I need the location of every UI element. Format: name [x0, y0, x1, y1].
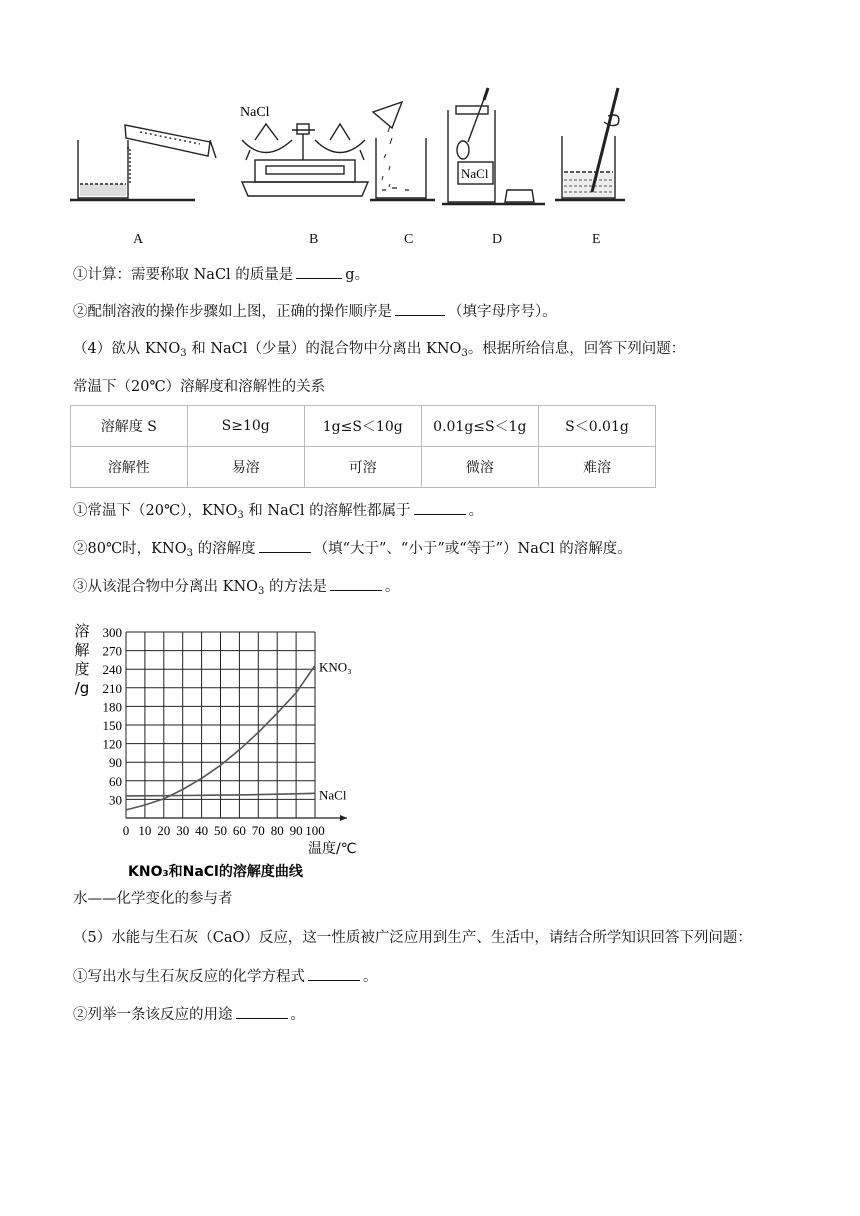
answer-blank[interactable]	[330, 576, 382, 591]
y-tick-label: 150	[102, 718, 122, 733]
q5-sub2: ②列举一条该反应的用途 。	[73, 1004, 305, 1025]
q5-intro: （5）水能与生石灰（CaO）反应，这一性质被广泛应用到生产、生活中，请结合所学知识回答下列问题：	[73, 930, 752, 946]
x-tick-label: 40	[195, 823, 209, 838]
x-tick-label: 90	[289, 823, 303, 838]
q4-sub3: ③从该混合物中分离出 $KNO_3$ 的方法是 。	[73, 576, 400, 602]
label-b: B	[309, 232, 319, 247]
answer-blank[interactable]	[308, 966, 360, 981]
table-cell: 0.01g≤S＜1g	[421, 406, 538, 447]
table-row	[71, 447, 656, 488]
y-tick-label: 300	[102, 625, 122, 640]
table-cell: 可溶	[304, 447, 421, 488]
x-tick-label: 0	[122, 823, 130, 838]
chart-title: KNO₃和NaCl的溶解度曲线	[128, 864, 303, 880]
answer-blank[interactable]	[414, 500, 466, 515]
x-tick-label: 10	[138, 823, 152, 838]
q4-sub1: ①常温下（20℃），$KNO_3$ 和 NaCl 的溶解性都属于 。	[73, 500, 483, 526]
x-tick-label: 30	[176, 823, 190, 838]
section-heading: 水——化学变化的参与者	[73, 891, 233, 907]
figure-e-stirring	[555, 88, 625, 200]
figure-c-adding-solid	[370, 102, 435, 200]
y-tick-label: 210	[102, 680, 122, 696]
y-axis-label-char: 度	[74, 660, 90, 678]
label-d: D	[492, 232, 503, 247]
q5-sub1: ①写出水与生石灰反应的化学方程式 。	[73, 966, 378, 987]
table-cell: 易溶	[187, 447, 304, 488]
q4-intro: （4）欲从 $KNO_3$ 和 NaCl（少量）的混合物中分离出 $KNO_3$。根据所给信息，回答下列问题：	[73, 341, 686, 359]
table-row	[71, 406, 656, 447]
y-axis-label-char: /g	[74, 679, 90, 697]
x-tick-label: 100	[305, 823, 325, 838]
nacl-label-b: NaCl	[240, 105, 270, 120]
nacl-label-d: NaCl	[461, 166, 489, 181]
answer-blank[interactable]	[259, 538, 311, 553]
x-tick-label: 20	[157, 823, 171, 838]
y-tick-label: 240	[102, 662, 122, 678]
y-tick-label: 270	[102, 643, 122, 659]
table-cell: 1g≤S＜10g	[304, 406, 421, 447]
x-tick-label: 50	[214, 823, 227, 838]
table-title: 常温下（20℃）溶解度和溶解性的关系	[73, 379, 326, 395]
label-a: A	[133, 232, 144, 247]
x-tick-label: 70	[251, 823, 265, 838]
y-tick-label: 180	[102, 699, 122, 715]
q3-step1: ①计算：需要称取 NaCl 的质量是 g。	[73, 264, 369, 285]
y-tick-label: 60	[109, 773, 122, 789]
answer-blank[interactable]	[236, 1004, 288, 1019]
q3-step2: ②配制溶液的操作步骤如上图，正确的操作顺序是 （填字母序号）。	[73, 301, 557, 322]
label-e: E	[592, 232, 601, 247]
label-c: C	[404, 232, 414, 247]
answer-blank[interactable]	[395, 301, 445, 316]
figure-b-weighing-balance	[242, 124, 368, 196]
table-cell: 难溶	[538, 447, 655, 488]
answer-blank[interactable]	[296, 264, 342, 279]
y-axis-label-char: 溶	[74, 622, 90, 640]
chart-series	[126, 659, 352, 809]
y-axis-label	[74, 622, 89, 697]
figure-d-reagent-bottle	[442, 88, 545, 204]
table-cell: S≥10g	[187, 406, 304, 447]
solubility-table	[70, 405, 656, 488]
table-cell: 溶解性	[71, 447, 188, 488]
y-tick-label: 90	[109, 755, 122, 771]
table-cell: 溶解度 S	[71, 406, 188, 447]
y-tick-labels	[103, 625, 123, 807]
y-axis-label-char: 解	[74, 641, 90, 659]
figure-a-pouring-water	[70, 125, 216, 200]
x-axis-label: 温度/℃	[308, 841, 357, 857]
series-label: NaCl	[319, 787, 347, 803]
solubility-curve-chart	[70, 612, 390, 884]
series-label: KNO₃	[319, 659, 352, 675]
table-cell: S＜0.01g	[538, 406, 655, 447]
x-tick-label: 80	[270, 823, 284, 838]
x-tick-label: 60	[232, 823, 246, 838]
lab-equipment-figure	[70, 80, 650, 215]
x-axis-arrow	[340, 815, 347, 821]
q4-sub2: ②80℃时，$KNO_3$ 的溶解度 （填“大于”、“小于”或“等于”）NaCl 的溶解度。	[73, 538, 632, 564]
y-tick-label: 30	[109, 792, 122, 808]
table-cell: 微溶	[421, 447, 538, 488]
x-tick-labels	[123, 823, 325, 838]
y-tick-label: 120	[102, 736, 122, 752]
